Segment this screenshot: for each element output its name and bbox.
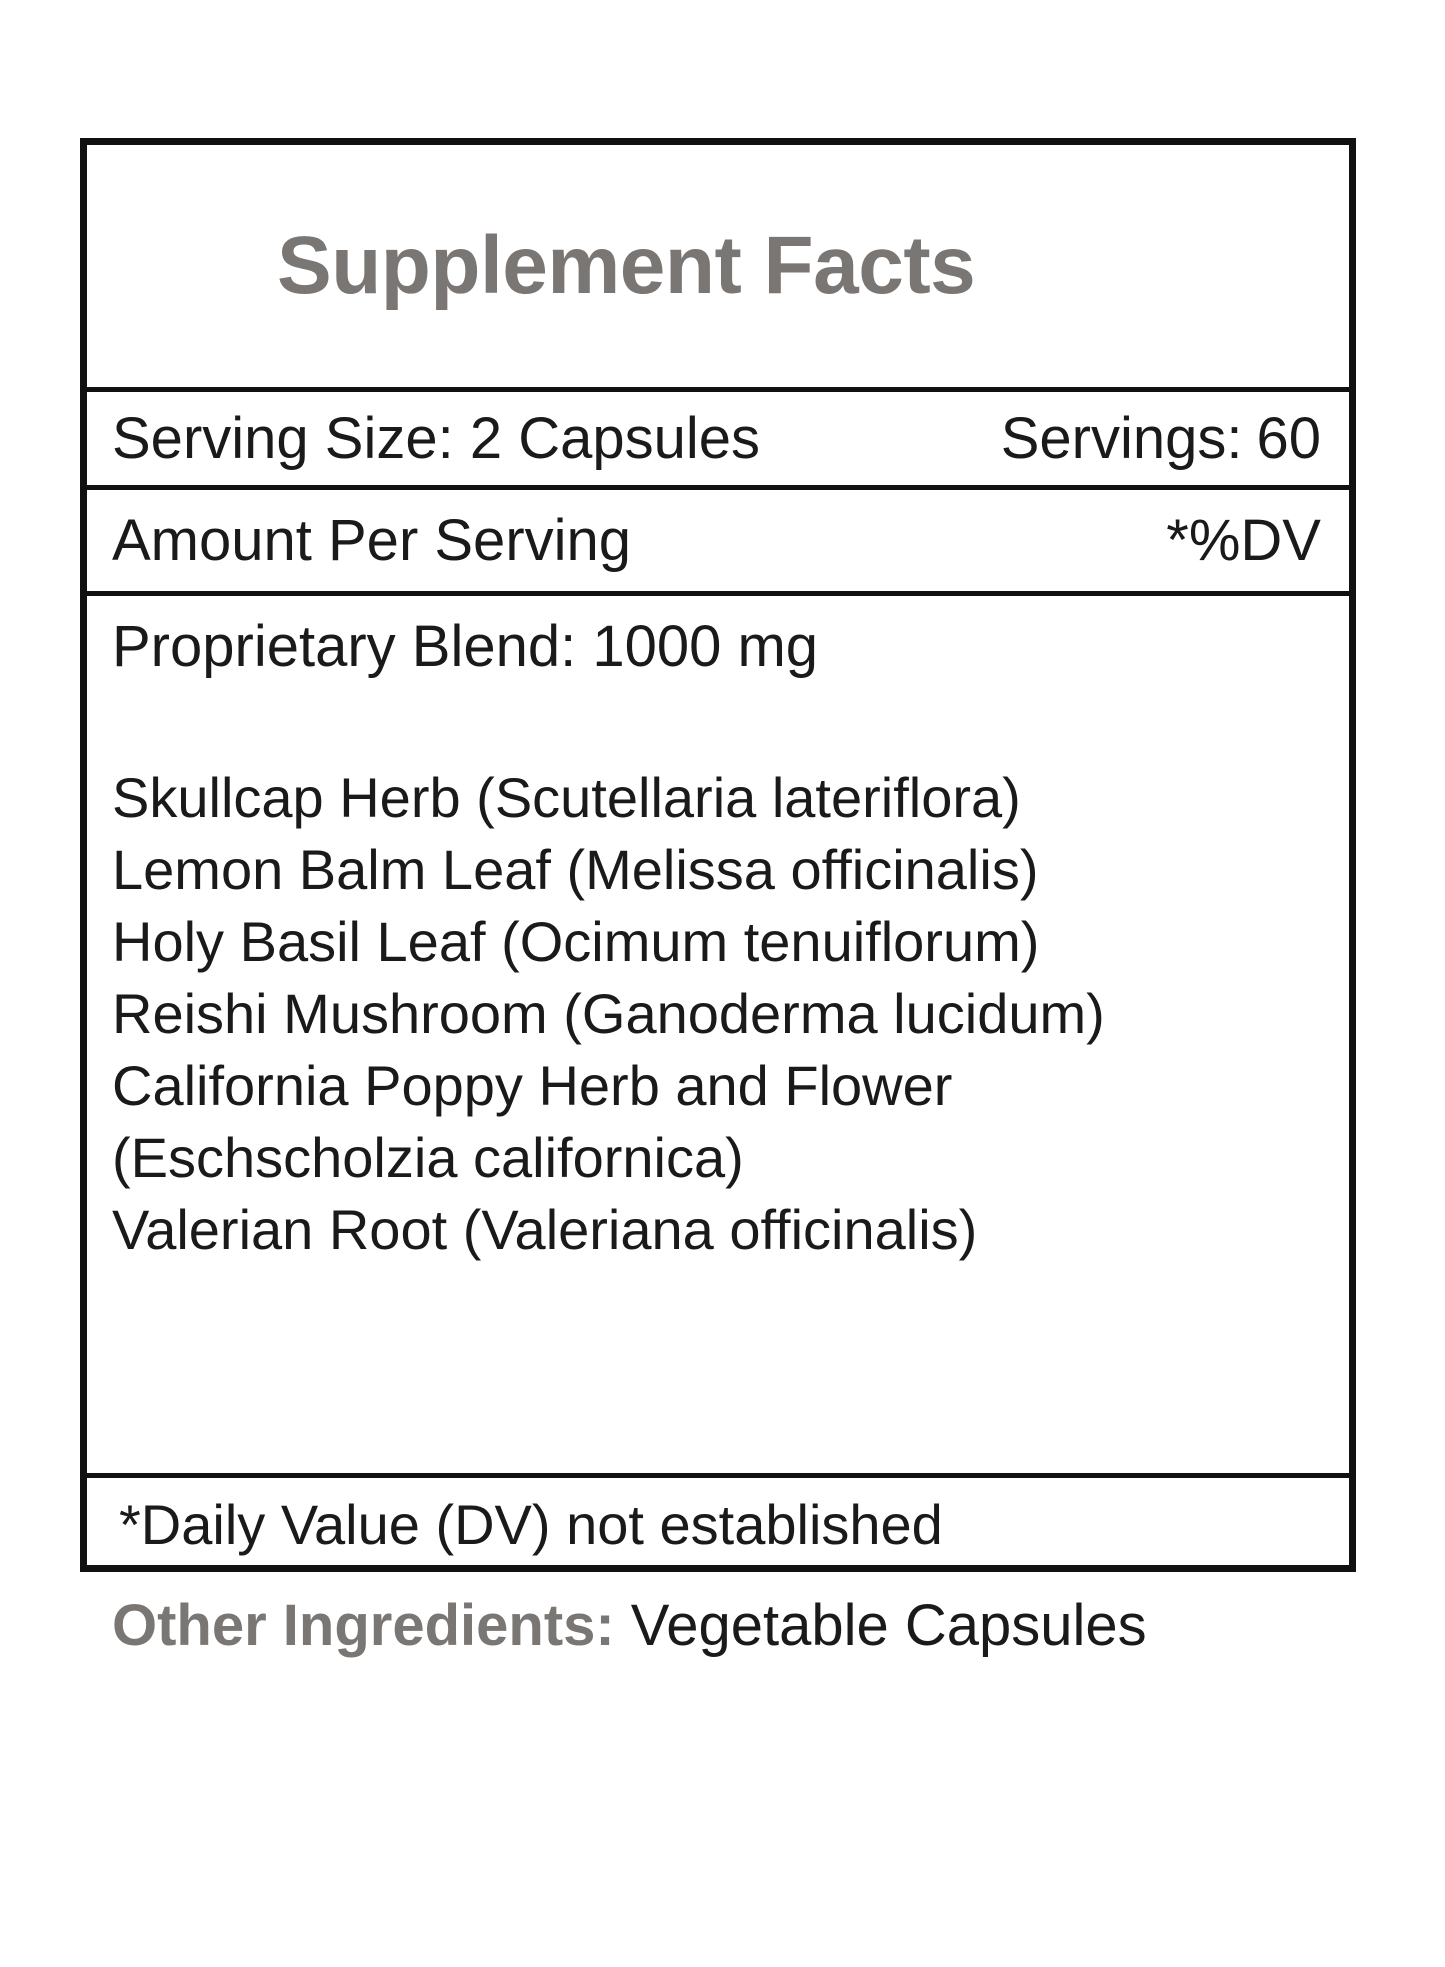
ingredient-item: California Poppy Herb and Flower <box>112 1054 953 1117</box>
proprietary-blend: Proprietary Blend: 1000 mg <box>112 614 819 679</box>
servings-label: Servings: <box>1000 405 1243 471</box>
other-ingredients <box>112 1593 1147 1658</box>
ingredient-item: Skullcap Herb (Scutellaria lateriflora) <box>112 766 1021 829</box>
supplement-facts-panel <box>80 138 1356 1572</box>
panel-title: Supplement Facts <box>277 220 976 311</box>
amount-per-serving: Amount Per Serving <box>112 507 632 573</box>
serving-size: Serving Size: 2 Capsules <box>112 405 760 471</box>
ingredient-item: (Eschscholzia californica) <box>112 1126 744 1189</box>
servings-per-container <box>1000 405 1321 471</box>
dv-header: *%DV <box>1166 507 1321 573</box>
blend-section <box>87 596 1349 1478</box>
servings-value: 60 <box>1256 405 1321 471</box>
other-ingredients-label: Other Ingredients: <box>112 1593 615 1658</box>
ingredient-item: Holy Basil Leaf (Ocimum tenuiflorum) <box>112 910 1040 973</box>
amount-header-row <box>87 490 1349 596</box>
other-ingredients-value: Vegetable Capsules <box>630 1593 1147 1658</box>
ingredient-item: Lemon Balm Leaf (Melissa officinalis) <box>112 838 1039 901</box>
ingredient-item: Valerian Root (Valeriana officinalis) <box>112 1198 978 1261</box>
dv-footnote: *Daily Value (DV) not established <box>119 1493 943 1556</box>
title-section <box>87 145 1349 392</box>
ingredient-list <box>112 762 1105 1266</box>
footnote-section <box>87 1478 1349 1572</box>
serving-row <box>87 392 1349 490</box>
ingredient-item: Reishi Mushroom (Ganoderma lucidum) <box>112 982 1105 1045</box>
